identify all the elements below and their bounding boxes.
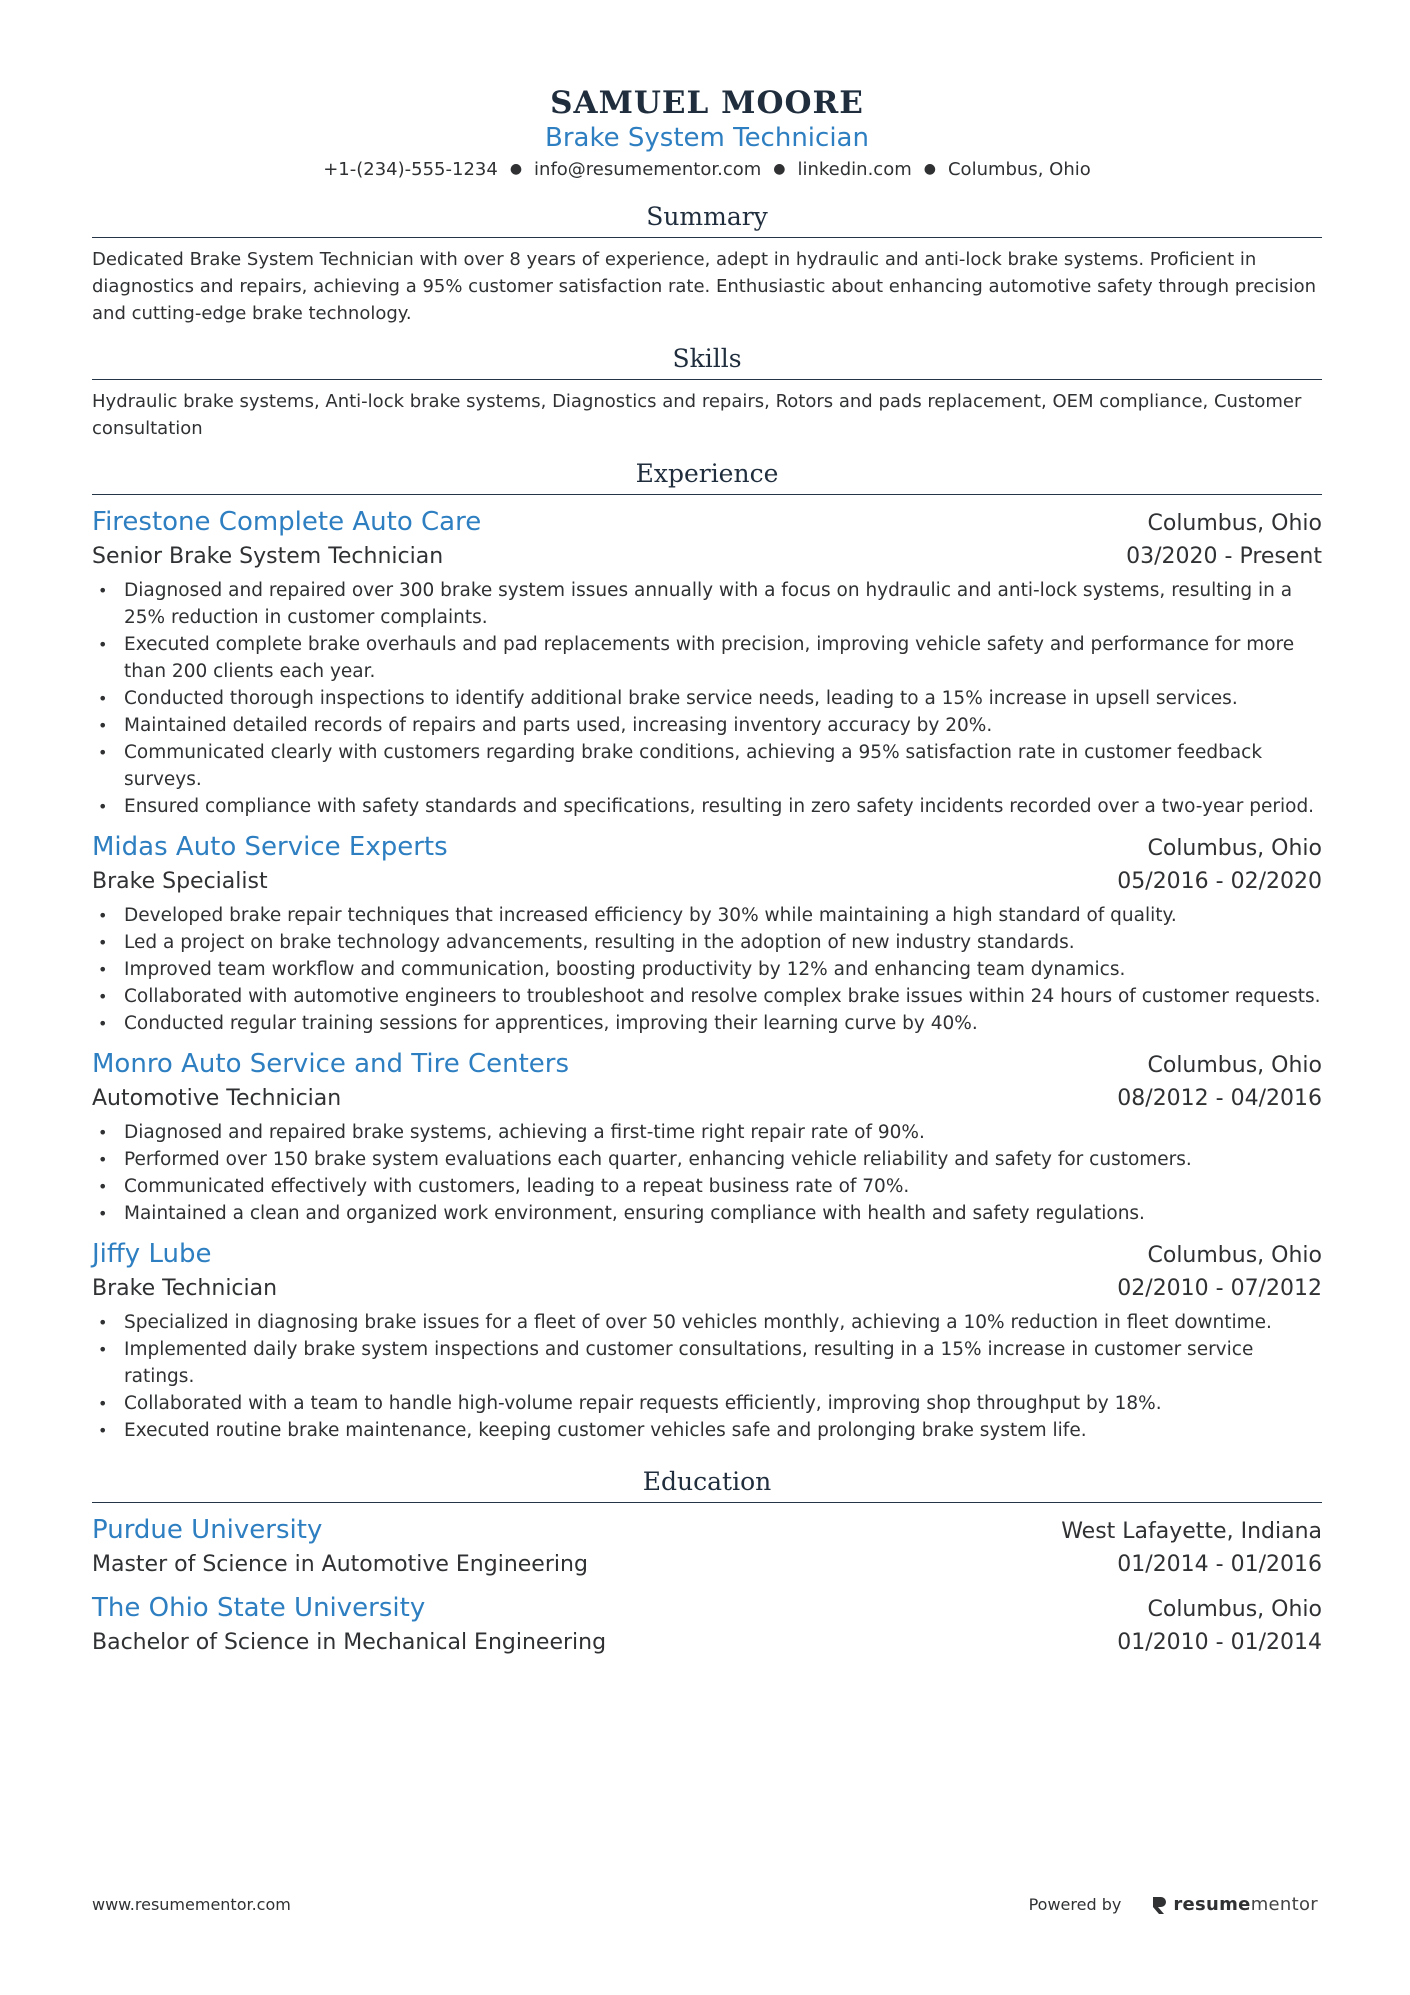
bullet-item: • Communicated effectively with customers, leading to a repeat business rate of 70%.: [92, 1173, 1322, 1200]
job-dates: 05/2016 - 02/2020: [1117, 869, 1322, 894]
linkedin[interactable]: linkedin.com: [797, 159, 912, 180]
job-bullets: [92, 577, 1322, 820]
summary-heading: Summary: [92, 201, 1322, 238]
resume-header: [92, 84, 1322, 185]
bullet-item: • Specialized in diagnosing brake issues for a fleet of over 50 vehicles monthly, achieving a 10% reduction in fleet downtime.: [92, 1309, 1322, 1336]
separator-dot: ●: [509, 161, 523, 177]
school-name: Purdue University: [92, 1515, 323, 1545]
education-entry: [92, 1513, 1322, 1581]
job-dates: 03/2020 - Present: [1126, 544, 1322, 569]
brand-light: mentor: [1250, 1894, 1318, 1915]
bullet-item: • Improved team workflow and communication, boosting productivity by 12% and enhancing team dynamics.: [92, 956, 1322, 983]
job-role: Senior Brake System Technician: [92, 544, 444, 569]
school-name: The Ohio State University: [92, 1593, 426, 1623]
page-footer: [92, 1894, 1318, 1915]
company-name: Monro Auto Service and Tire Centers: [92, 1049, 570, 1079]
school-location: Columbus, Ohio: [1147, 1597, 1322, 1622]
job-location: Columbus, Ohio: [1147, 1053, 1322, 1078]
bullet-item: • Executed complete brake overhauls and pad replacements with precision, improving vehicle safety and performance for more than 200 clients each year.: [92, 631, 1322, 685]
bullet-item: • Ensured compliance with safety standards and specifications, resulting in zero safety incidents recorded over a two-year period.: [92, 793, 1322, 820]
bullet-item: • Maintained a clean and organized work environment, ensuring compliance with health and safety regulations.: [92, 1200, 1322, 1227]
experience-heading: Experience: [92, 458, 1322, 495]
summary-text: Dedicated Brake System Technician with over 8 years of experience, adept in hydraulic and anti-lock brake systems. Proficient in diagnostics and repairs, achieving a 95% customer satisfaction rate. Enthusiastic about enhancing automotive safety through precision and cutting-edge brake technology.: [92, 249, 1316, 324]
education-entry: [92, 1591, 1322, 1659]
contact-line: [92, 156, 1322, 185]
powered-by-label: Powered by: [1028, 1895, 1122, 1914]
email[interactable]: info@resumementor.com: [534, 159, 762, 180]
resume-page: [92, 84, 1322, 1659]
job-bullets: [92, 1309, 1322, 1444]
job-bullets: [92, 1119, 1322, 1227]
job-role: Brake Specialist: [92, 869, 268, 894]
candidate-name: SAMUEL MOORE: [550, 85, 864, 121]
education-dates: 01/2014 - 01/2016: [1117, 1552, 1322, 1577]
bullet-item: • Executed routine brake maintenance, keeping customer vehicles safe and prolonging brake system life.: [92, 1417, 1322, 1444]
bullet-item: • Communicated clearly with customers regarding brake conditions, achieving a 95% satisfaction rate in customer feedback surveys.: [92, 739, 1322, 793]
education-heading: Education: [92, 1466, 1322, 1503]
phone: +1-(234)-555-1234: [323, 159, 498, 180]
job-bullets: [92, 902, 1322, 1037]
job-entry: [92, 505, 1322, 820]
bullet-item: • Conducted thorough inspections to identify additional brake service needs, leading to a 15% increase in upsell services.: [92, 685, 1322, 712]
separator-dot: ●: [773, 161, 786, 177]
job-title: Brake System Technician: [545, 123, 869, 153]
education-dates: 01/2010 - 01/2014: [1117, 1630, 1322, 1655]
degree: Master of Science in Automotive Engineering: [92, 1552, 588, 1577]
brand-bold: resume: [1173, 1894, 1251, 1915]
school-location: West Lafayette, Indiana: [1061, 1519, 1322, 1544]
skills-text: Hydraulic brake systems, Anti-lock brake systems, Diagnostics and repairs, Rotors and pads replacement, OEM compliance, Customer consultation: [92, 391, 1302, 439]
bullet-item: • Performed over 150 brake system evaluations each quarter, enhancing vehicle reliability and safety for customers.: [92, 1146, 1322, 1173]
powered-by: [1029, 1894, 1318, 1915]
job-dates: 02/2010 - 07/2012: [1117, 1276, 1322, 1301]
job-role: Brake Technician: [92, 1276, 278, 1301]
location: Columbus, Ohio: [947, 159, 1091, 180]
resumementor-logo-icon: [1151, 1895, 1167, 1915]
company-name: Jiffy Lube: [92, 1239, 212, 1269]
bullet-item: • Diagnosed and repaired over 300 brake system issues annually with a focus on hydraulic and anti-lock systems, resulting in a 25% reduction in customer complaints.: [92, 577, 1322, 631]
bullet-item: • Conducted regular training sessions for apprentices, improving their learning curve by 40%.: [92, 1010, 1322, 1037]
bullet-item: • Implemented daily brake system inspections and customer consultations, resulting in a 15% increase in customer service ratings.: [92, 1336, 1322, 1390]
degree: Bachelor of Science in Mechanical Engineering: [92, 1630, 607, 1655]
bullet-item: • Diagnosed and repaired brake systems, achieving a first-time right repair rate of 90%.: [92, 1119, 1322, 1146]
skills-heading: Skills: [92, 343, 1322, 380]
separator-dot: ●: [923, 161, 936, 177]
footer-website-link[interactable]: www.resumementor.com: [92, 1895, 291, 1914]
brand-logo[interactable]: [1151, 1894, 1318, 1915]
job-entry: [92, 1237, 1322, 1444]
bullet-item: • Collaborated with automotive engineers to troubleshoot and resolve complex brake issues within 24 hours of customer requests.: [92, 983, 1322, 1010]
bullet-item: • Led a project on brake technology advancements, resulting in the adoption of new industry standards.: [92, 929, 1322, 956]
job-location: Columbus, Ohio: [1147, 836, 1322, 861]
job-entry: [92, 830, 1322, 1037]
company-name: Midas Auto Service Experts: [92, 832, 448, 862]
company-name: Firestone Complete Auto Care: [92, 507, 482, 537]
job-role: Automotive Technician: [92, 1086, 342, 1111]
job-dates: 08/2012 - 04/2016: [1117, 1086, 1322, 1111]
bullet-item: • Maintained detailed records of repairs and parts used, increasing inventory accuracy by 20%.: [92, 712, 1322, 739]
bullet-item: • Developed brake repair techniques that increased efficiency by 30% while maintaining a high standard of quality.: [92, 902, 1322, 929]
bullet-item: • Collaborated with a team to handle high-volume repair requests efficiently, improving shop throughput by 18%.: [92, 1390, 1322, 1417]
job-location: Columbus, Ohio: [1147, 511, 1322, 536]
job-location: Columbus, Ohio: [1147, 1243, 1322, 1268]
job-entry: [92, 1047, 1322, 1227]
